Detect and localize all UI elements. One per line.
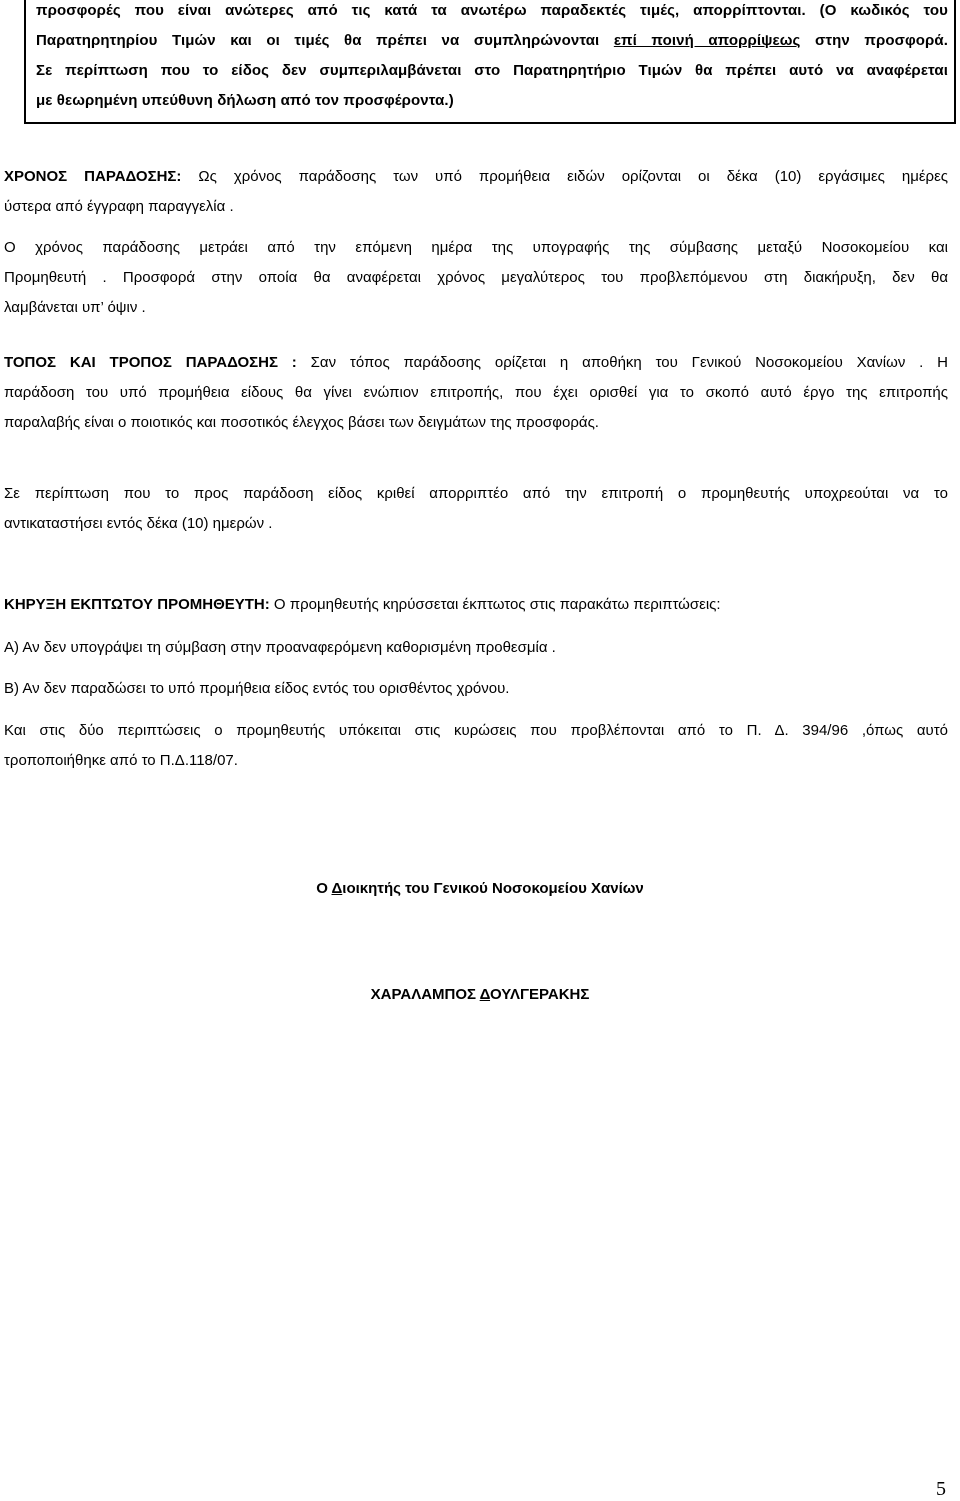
notice-line-2 <box>36 26 948 56</box>
forfeit-intro-text: Ο προμηθευτής κηρύσσεται έκπτωτος στις παρακάτω περιπτώσεις: <box>269 596 721 613</box>
delivery-time-text: Ως χρόνος παράδοσης των υπό προμήθεια ειδών ορίζονται οι δέκα (10) εργάσιμες ημέρες <box>181 168 949 185</box>
notice-line-1: προσφορές που είναι ανώτερες από τις κατά τα ανωτέρω παραδεκτές τιμές, απορρίπτονται. (Ο κωδικός του <box>36 2 948 19</box>
notice-line-2-a: Παρατηρητηρίου Τιμών και οι τιμές θα πρέπει να συμπληρώνονται <box>36 32 614 49</box>
notice-line-4: με θεωρημένη υπεύθυνη δήλωση από τον προσφέροντα.) <box>36 92 454 109</box>
delivery-count-line-2: Προμηθευτή . Προσφορά στην οποία θα αναφέρεται χρόνος μεγαλύτερος του προβλεπόμενου στη διακήρυξη, δεν θα <box>4 269 948 286</box>
delivery-time-line-1 <box>4 162 948 192</box>
delivery-count-section <box>4 233 948 323</box>
forfeit-heading: ΚΗΡΥΞΗ ΕΚΠΤΩΤΟΥ ΠΡΟΜΗΘΕΥΤΗ: <box>4 596 270 613</box>
signatory-name-a: ΧΑΡΑΛΑΜΠΟΣ <box>370 986 480 1003</box>
place-manner-line-2: παράδοση του υπό προμήθεια είδους θα γίνει ενώπιον επιτροπής, που έχει ορισθεί για το σκοπό αυτό έργο της επιτροπής <box>4 384 948 401</box>
forfeit-intro-line <box>4 590 948 620</box>
forfeit-case-b-text: Β) Αν δεν παραδώσει το υπό προμήθεια είδος εντός του ορισθέντος χρόνου. <box>4 680 510 697</box>
notice-line-3: Σε περίπτωση που το είδος δεν συμπεριλαμβάνεται στο Παρατηρητήριο Τιμών θα πρέπει αυτό να αναφέρεται <box>36 62 948 79</box>
notice-text <box>36 0 948 116</box>
place-manner-text: Σαν τόπος παράδοσης ορίζεται η αποθήκη του Γενικού Νοσοκομείου Χανίων . Η <box>296 354 948 371</box>
page-number: 5 <box>936 1478 946 1500</box>
delivery-count-line-1: Ο χρόνος παράδοσης μετράει από την επόμενη ημέρα της υπογραφής της σύμβασης μεταξύ Νοσοκομείου και <box>4 239 948 256</box>
rejection-line-2: αντικαταστήσει εντός δέκα (10) ημερών . <box>4 515 273 532</box>
delivery-count-line-3: λαμβάνεται υπ’ όψιν . <box>4 299 146 316</box>
notice-line-2-b: στην προσφορά. <box>800 32 949 49</box>
signatory-name-c: ΟΥΛΓΕΡΑΚΗΣ <box>490 986 590 1003</box>
signatory-title-a: Ο <box>316 880 332 897</box>
place-manner-heading: ΤΟΠΟΣ ΚΑΙ ΤΡΟΠΟΣ ΠΑΡΑΔΟΣΗΣ : <box>4 354 297 371</box>
rejection-line-1: Σε περίπτωση που το προς παράδοση είδος κριθεί απορριπτέο από την επιτροπή ο προμηθευτής υποχρεούται να το <box>4 485 948 502</box>
forfeit-case-a-text: Α) Αν δεν υπογράψει τη σύμβαση στην προαναφερόμενη καθορισμένη προθεσμία . <box>4 639 556 656</box>
place-manner-line-1 <box>4 348 948 378</box>
signatory-title <box>0 880 960 897</box>
rejection-section <box>4 479 948 539</box>
sanctions-line-2: τροποποιήθηκε από το Π.Δ.118/07. <box>4 752 238 769</box>
delivery-time-section <box>4 162 948 222</box>
delivery-time-line-2: ύστερα από έγγραφη παραγγελία . <box>4 198 234 215</box>
penalty-phrase: επί ποινή απορρίψεως <box>613 32 801 49</box>
place-manner-line-3: παραλαβής είναι ο ποιοτικός και ποσοτικός έλεγχος βάσει των δειγμάτων της προσφοράς. <box>4 414 599 431</box>
delivery-time-heading: ΧΡΟΝΟΣ ΠΑΡΑΔΟΣΗΣ: <box>4 168 182 185</box>
place-manner-section <box>4 348 948 438</box>
signatory-name <box>0 986 960 1003</box>
forfeit-intro <box>4 590 948 620</box>
signatory-title-b: Δ <box>331 880 343 897</box>
signatory-name-b: Δ <box>479 986 491 1003</box>
sanctions-section <box>4 716 948 776</box>
notice-box <box>24 0 956 124</box>
forfeit-case-a <box>4 633 948 663</box>
forfeit-case-b <box>4 674 948 704</box>
signatory-title-c: ιοικητής του Γενικού Νοσοκομείου Χανίων <box>342 880 644 897</box>
sanctions-line-1: Και στις δύο περιπτώσεις ο προμηθευτής υπόκειται στις κυρώσεις που προβλέπονται από το Π. Δ. 394/96 ,όπως αυτό <box>4 722 948 739</box>
